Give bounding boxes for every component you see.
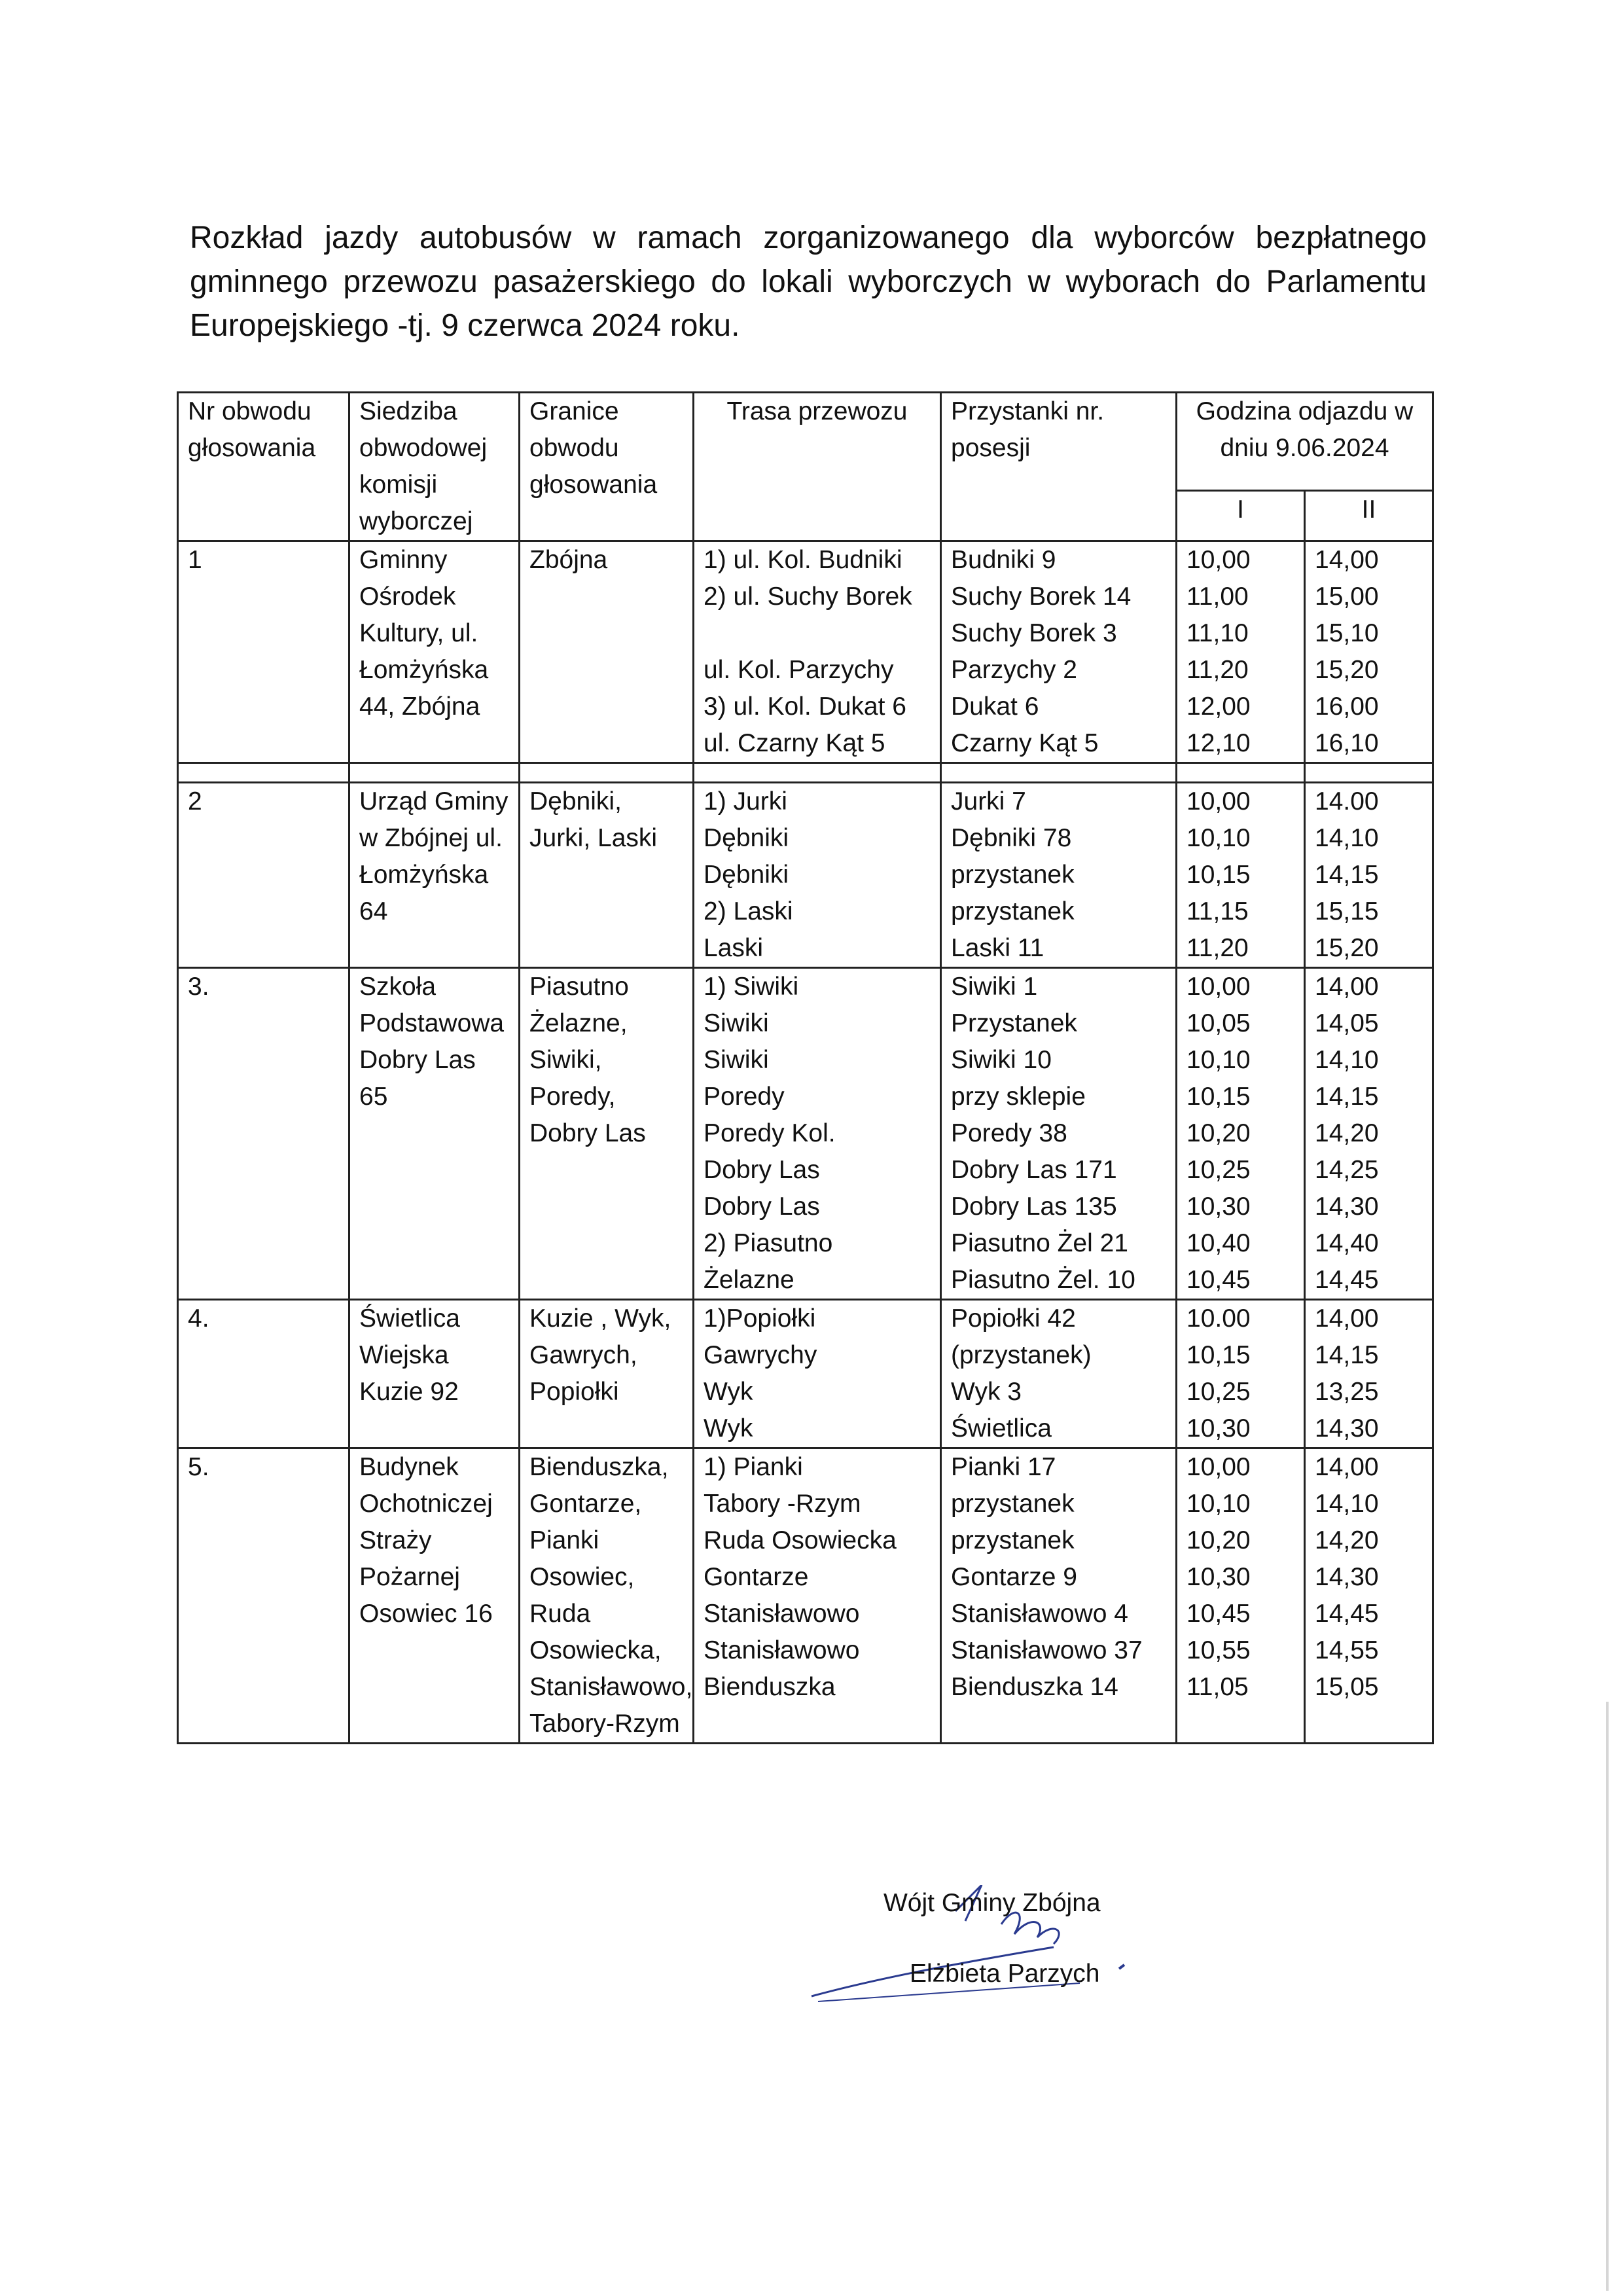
cell-trasa-line: Dębniki [704, 861, 789, 889]
schedule-body [178, 541, 1433, 1744]
signature-role: Wójt Gminy Zbójna [883, 1889, 1101, 1917]
cell-nr-obwodu: 3. [178, 968, 349, 1300]
cell-trasa-line: Poredy Kol. [704, 1119, 836, 1147]
cell-przystanki-line: Jurki 7 [951, 787, 1026, 816]
cell-odjazd-1-line: 11,00 [1186, 583, 1249, 611]
cell-odjazd-1-line: 11,15 [1186, 897, 1249, 925]
table-row [178, 1300, 1433, 1448]
cell-trasa-line: 1) ul. Kol. Budniki [704, 546, 902, 574]
cell-przystanki-line: Suchy Borek 3 [951, 619, 1117, 647]
cell-odjazd-1-line: 10,25 [1186, 1378, 1251, 1406]
cell-odjazd-1-line: 10,15 [1186, 1341, 1251, 1369]
cell-przystanki [941, 783, 1177, 968]
cell-przystanki-line: Gontarze 9 [951, 1563, 1077, 1591]
cell-odjazd-1-line: 10,00 [1186, 973, 1251, 1001]
cell-odjazd-2-line: 14,00 [1315, 973, 1379, 1001]
cell-odjazd-2-line: 14,00 [1315, 1304, 1379, 1333]
cell-trasa [694, 783, 941, 968]
cell-trasa-line: Żelazne [704, 1266, 794, 1294]
cell-trasa-line: 2) ul. Suchy Borek [704, 583, 912, 611]
cell-granice: Zbójna [520, 541, 694, 763]
cell-trasa-line: 2) Piasutno [704, 1229, 833, 1257]
table-row [178, 783, 1433, 968]
cell-odjazd-2-line: 14,05 [1315, 1009, 1379, 1037]
cell-odjazd-2 [1305, 1448, 1433, 1744]
cell-odjazd-1 [1177, 1448, 1305, 1744]
cell-odjazd-2-line: 15,15 [1315, 897, 1379, 925]
cell-trasa-line: Tabory -Rzym [704, 1490, 861, 1518]
cell-odjazd-1 [1177, 783, 1305, 968]
spacer-cell [1305, 763, 1433, 783]
cell-odjazd-1-line: 10,20 [1186, 1119, 1251, 1147]
document-title: Rozkład jazdy autobusów w ramach zorganizowanego dla wyborców bezpłatnego gminnego przewozu pasażerskiego do lokali wyborczych w wyborach do Parlamentu Europejskiego -tj. 9 czerwca 2024 roku. [190, 221, 1427, 343]
header-granice: Granice obwodu głosowania [520, 393, 694, 541]
cell-odjazd-2-line: 14,10 [1315, 1490, 1379, 1518]
cell-odjazd-2 [1305, 783, 1433, 968]
cell-odjazd-2-line: 14,45 [1315, 1600, 1379, 1628]
signature-name: Elżbieta Parzych [910, 1960, 1100, 1988]
cell-trasa-line: ul. Czarny Kąt 5 [704, 729, 885, 757]
cell-odjazd-2-line: 15,05 [1315, 1673, 1379, 1701]
spacer-cell [349, 763, 520, 783]
cell-odjazd-1-line: 10,30 [1186, 1414, 1251, 1443]
cell-siedziba: Świetlica Wiejska Kuzie 92 [349, 1300, 520, 1448]
cell-trasa-line: 2) Laski [704, 897, 793, 925]
cell-granice: Kuzie , Wyk, Gawrych, Popiołki [520, 1300, 694, 1448]
cell-trasa-line: Gawrychy [704, 1341, 817, 1369]
cell-odjazd-1-line: 10,15 [1186, 861, 1251, 889]
cell-odjazd-1 [1177, 968, 1305, 1300]
cell-odjazd-2-line: 15,20 [1315, 656, 1379, 684]
cell-trasa-line: Dobry Las [704, 1193, 820, 1221]
cell-przystanki [941, 541, 1177, 763]
cell-przystanki-line: Budniki 9 [951, 546, 1056, 574]
cell-trasa-line [704, 615, 931, 652]
cell-odjazd-2-line: 14,10 [1315, 824, 1379, 852]
cell-nr-obwodu: 1 [178, 541, 349, 763]
cell-odjazd-1-line: 12,10 [1186, 729, 1251, 757]
cell-przystanki-line: Popiołki 42 [951, 1304, 1076, 1333]
cell-odjazd-1-line: 11,05 [1186, 1673, 1249, 1701]
header-row [178, 393, 1433, 491]
cell-przystanki-line: Siwiki 1 [951, 973, 1038, 1001]
spacer-cell [1177, 763, 1305, 783]
cell-odjazd-1-line: 10,00 [1186, 787, 1251, 816]
cell-odjazd-1-line: 10,10 [1186, 1490, 1251, 1518]
cell-przystanki-line: Laski 11 [951, 934, 1044, 962]
cell-przystanki-line: przystanek [951, 1490, 1075, 1518]
cell-przystanki-line: Dębniki 78 [951, 824, 1072, 852]
cell-przystanki-line: Piasutno Żel. 10 [951, 1266, 1135, 1294]
cell-przystanki-line: przy sklepie [951, 1083, 1086, 1111]
cell-odjazd-1-line: 10,25 [1186, 1156, 1251, 1184]
cell-trasa-line: Dębniki [704, 824, 789, 852]
cell-trasa-line: Dobry Las [704, 1156, 820, 1184]
cell-nr-obwodu: 4. [178, 1300, 349, 1448]
header-run-1: I [1177, 491, 1305, 541]
cell-odjazd-2 [1305, 541, 1433, 763]
cell-odjazd-1-line: 10.00 [1186, 1304, 1251, 1333]
cell-siedziba: Urząd Gminy w Zbójnej ul. Łomżyńska 64 [349, 783, 520, 968]
cell-odjazd-1-line: 10,10 [1186, 824, 1251, 852]
cell-trasa-line: 1)Popiołki [704, 1304, 816, 1333]
cell-przystanki-line: Siwiki 10 [951, 1046, 1052, 1074]
cell-przystanki-line: Poredy 38 [951, 1119, 1067, 1147]
cell-trasa-line: Siwiki [704, 1009, 769, 1037]
cell-przystanki-line: Pianki 17 [951, 1453, 1056, 1481]
cell-odjazd-1-line: 11,20 [1186, 934, 1249, 962]
cell-trasa-line: Gontarze [704, 1563, 809, 1591]
cell-odjazd-1-line: 10,40 [1186, 1229, 1251, 1257]
cell-trasa [694, 1300, 941, 1448]
scan-edge-line [1606, 1702, 1609, 2291]
cell-trasa [694, 1448, 941, 1744]
cell-odjazd-1-line: 10,20 [1186, 1526, 1251, 1554]
cell-odjazd-1-line: 10,45 [1186, 1266, 1251, 1294]
cell-odjazd-2-line: 14.00 [1315, 787, 1379, 816]
cell-odjazd-1-line: 10,00 [1186, 1453, 1251, 1481]
spacer-cell [941, 763, 1177, 783]
cell-przystanki-line: Suchy Borek 14 [951, 583, 1132, 611]
cell-odjazd-2-line: 14,55 [1315, 1636, 1379, 1664]
cell-siedziba: Gminny Ośrodek Kultury, ul. Łomżyńska 44, Zbójna [349, 541, 520, 763]
cell-trasa-line: Ruda Osowiecka [704, 1526, 897, 1554]
cell-trasa-line: 1) Jurki [704, 787, 787, 816]
cell-trasa-line: Wyk [704, 1378, 753, 1406]
cell-odjazd-2-line: 16,10 [1315, 729, 1379, 757]
cell-odjazd-2-line: 14,20 [1315, 1526, 1379, 1554]
cell-nr-obwodu: 2 [178, 783, 349, 968]
cell-trasa-line: Laski [704, 934, 764, 962]
cell-odjazd-1-line: 10,05 [1186, 1009, 1251, 1037]
cell-przystanki-line: Świetlica [951, 1414, 1052, 1443]
cell-trasa-line: 1) Pianki [704, 1453, 803, 1481]
cell-przystanki-line: (przystanek) [951, 1341, 1092, 1369]
cell-przystanki-line: Przystanek [951, 1009, 1077, 1037]
cell-odjazd-2-line: 15,20 [1315, 934, 1379, 962]
cell-przystanki-line: Stanisławowo 4 [951, 1600, 1128, 1628]
table-row [178, 968, 1433, 1300]
cell-odjazd-1-line: 10,00 [1186, 546, 1251, 574]
cell-odjazd-2-line: 14,30 [1315, 1563, 1379, 1591]
cell-trasa-line: 3) ul. Kol. Dukat 6 [704, 692, 906, 721]
header-siedziba: Siedziba obwodowej komisji wyborczej [349, 393, 520, 541]
cell-przystanki-line: Dobry Las 171 [951, 1156, 1117, 1184]
cell-przystanki [941, 1300, 1177, 1448]
cell-odjazd-1-line: 11,10 [1186, 619, 1249, 647]
cell-siedziba: Budynek Ochotniczej Straży Pożarnej Osowiec 16 [349, 1448, 520, 1744]
cell-odjazd-2-line: 14,15 [1315, 1341, 1379, 1369]
cell-odjazd-2-line: 14,10 [1315, 1046, 1379, 1074]
cell-nr-obwodu: 5. [178, 1448, 349, 1744]
header-run-2: II [1305, 491, 1433, 541]
cell-przystanki-line: Dobry Las 135 [951, 1193, 1117, 1221]
cell-odjazd-1-line: 10,15 [1186, 1083, 1251, 1111]
cell-odjazd-2-line: 14,40 [1315, 1229, 1379, 1257]
cell-odjazd-1 [1177, 541, 1305, 763]
cell-odjazd-2-line: 14,00 [1315, 546, 1379, 574]
header-przystanki: Przystanki nr. posesji [941, 393, 1177, 541]
cell-przystanki-line: przystanek [951, 861, 1075, 889]
cell-odjazd-2 [1305, 968, 1433, 1300]
cell-odjazd-2-line: 15,10 [1315, 619, 1379, 647]
cell-przystanki-line: Wyk 3 [951, 1378, 1022, 1406]
cell-przystanki-line: Piasutno Żel 21 [951, 1229, 1129, 1257]
cell-trasa-line: Stanisławowo [704, 1636, 860, 1664]
cell-odjazd-2-line: 14,20 [1315, 1119, 1379, 1147]
header-godzina: Godzina odjazdu w dniu 9.06.2024 [1177, 393, 1433, 491]
cell-odjazd-2-line: 16,00 [1315, 692, 1379, 721]
cell-przystanki-line: przystanek [951, 897, 1075, 925]
cell-odjazd-2-line: 14,15 [1315, 861, 1379, 889]
spacer-cell [694, 763, 941, 783]
cell-odjazd-1-line: 10,45 [1186, 1600, 1251, 1628]
cell-odjazd-2-line: 14,30 [1315, 1414, 1379, 1443]
cell-przystanki-line: Dukat 6 [951, 692, 1039, 721]
cell-przystanki-line: Parzychy 2 [951, 656, 1077, 684]
cell-siedziba: Szkoła Podstawowa Dobry Las 65 [349, 968, 520, 1300]
cell-trasa [694, 541, 941, 763]
cell-przystanki [941, 968, 1177, 1300]
cell-trasa-line: Poredy [704, 1083, 785, 1111]
cell-przystanki-line: przystanek [951, 1526, 1075, 1554]
cell-trasa-line: Siwiki [704, 1046, 769, 1074]
cell-przystanki-line: Bienduszka 14 [951, 1673, 1118, 1701]
cell-odjazd-2-line: 14,30 [1315, 1193, 1379, 1221]
cell-granice: Dębniki, Jurki, Laski [520, 783, 694, 968]
cell-odjazd-2-line: 13,25 [1315, 1378, 1379, 1406]
cell-przystanki-line: Czarny Kąt 5 [951, 729, 1099, 757]
cell-odjazd-2 [1305, 1300, 1433, 1448]
header-nr-obwodu: Nr obwodu głosowania [178, 393, 349, 541]
cell-odjazd-1-line: 10,30 [1186, 1563, 1251, 1591]
cell-trasa-line: Bienduszka [704, 1673, 836, 1701]
header-trasa: Trasa przewozu [694, 393, 941, 541]
cell-odjazd-2-line: 14,00 [1315, 1453, 1379, 1481]
cell-odjazd-1-line: 12,00 [1186, 692, 1251, 721]
cell-odjazd-2-line: 14,25 [1315, 1156, 1379, 1184]
cell-przystanki [941, 1448, 1177, 1744]
signature-block [805, 1885, 1198, 2029]
cell-odjazd-1-line: 10,30 [1186, 1193, 1251, 1221]
table-row [178, 541, 1433, 763]
cell-odjazd-1-line: 10,10 [1186, 1046, 1251, 1074]
spacer-cell [520, 763, 694, 783]
cell-trasa-line: Wyk [704, 1414, 753, 1443]
spacer-cell [178, 763, 349, 783]
cell-odjazd-2-line: 15,00 [1315, 583, 1379, 611]
cell-trasa [694, 968, 941, 1300]
cell-granice: Piasutno Żelazne, Siwiki, Poredy, Dobry Las [520, 968, 694, 1300]
cell-granice: Bienduszka, Gontarze, Pianki Osowiec, Ruda Osowiecka, Stanisławowo, Tabory-Rzym [520, 1448, 694, 1744]
schedule-table [177, 391, 1434, 1744]
table-row [178, 1448, 1433, 1744]
cell-odjazd-2-line: 14,45 [1315, 1266, 1379, 1294]
row-spacer [178, 763, 1433, 783]
cell-trasa-line: ul. Kol. Parzychy [704, 656, 894, 684]
cell-odjazd-1-line: 11,20 [1186, 656, 1249, 684]
cell-trasa-line: Stanisławowo [704, 1600, 860, 1628]
cell-odjazd-1 [1177, 1300, 1305, 1448]
cell-odjazd-2-line: 14,15 [1315, 1083, 1379, 1111]
cell-przystanki-line: Stanisławowo 37 [951, 1636, 1143, 1664]
cell-odjazd-1-line: 10,55 [1186, 1636, 1251, 1664]
cell-trasa-line: 1) Siwiki [704, 973, 799, 1001]
